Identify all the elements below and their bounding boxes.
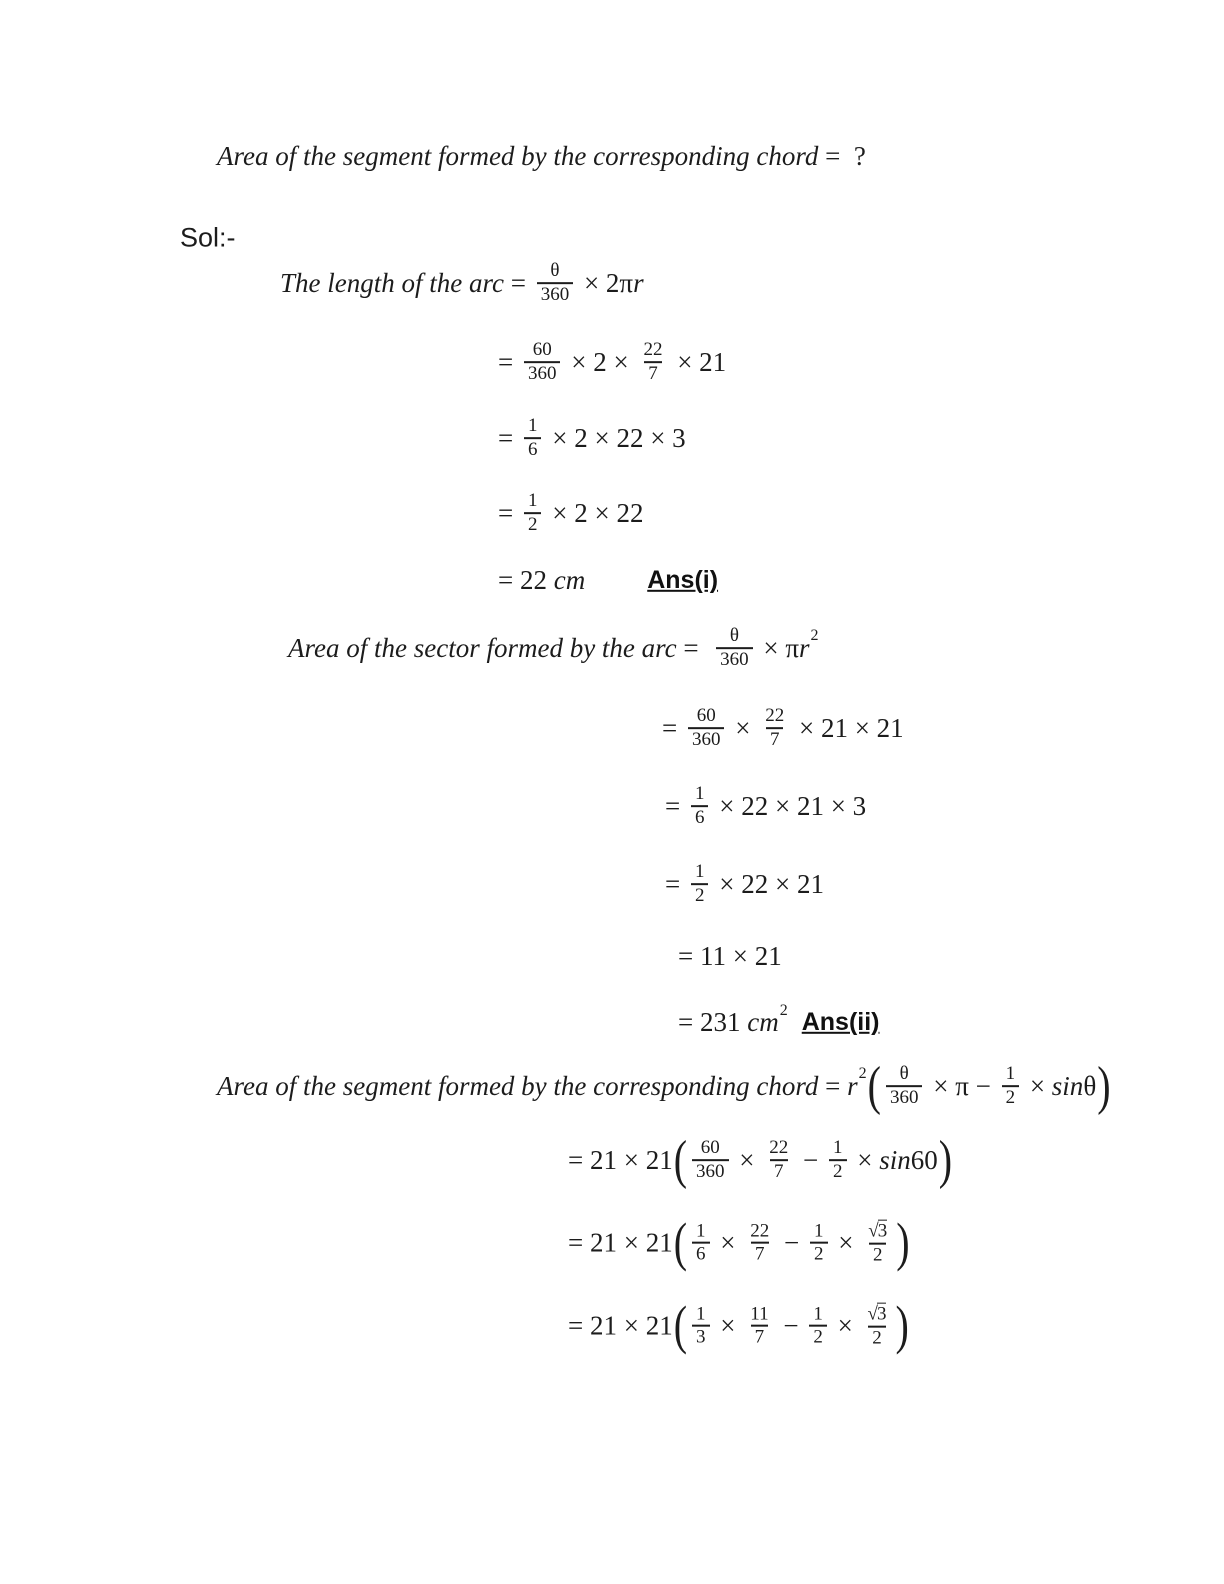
denominator: 360 xyxy=(716,647,753,671)
numerator: 11 xyxy=(750,1303,769,1325)
numerator: 1 xyxy=(1005,1063,1016,1085)
left-paren: ( xyxy=(673,1128,688,1190)
math-italic-text: sin xyxy=(879,1144,911,1175)
denominator: 6 xyxy=(692,1242,710,1266)
fraction xyxy=(639,339,666,385)
math-upright-text: × π xyxy=(756,632,799,663)
math-italic-text: Area of the sector formed by the arc xyxy=(288,632,677,663)
math-upright-text: = xyxy=(498,422,520,453)
math-italic-text: sin xyxy=(1051,1070,1084,1101)
segment-area-step-3 xyxy=(568,1294,910,1356)
fraction xyxy=(886,1063,923,1109)
math-upright-text: = xyxy=(498,497,520,528)
fraction xyxy=(746,1303,772,1349)
math-upright-text: × xyxy=(713,1310,743,1341)
math-upright-text: = xyxy=(503,267,533,298)
segment-area-formula-line xyxy=(217,1054,1112,1116)
denominator: 360 xyxy=(524,361,561,385)
fraction xyxy=(692,1137,729,1183)
fraction xyxy=(809,1303,827,1349)
math-upright-text: × 2 × 22 × 3 xyxy=(545,422,686,453)
right-paren: ) xyxy=(896,1211,910,1273)
denominator: 2 xyxy=(1002,1085,1020,1109)
math-italic-text: The length of the arc xyxy=(280,267,504,298)
denominator: 2 xyxy=(691,883,709,907)
numerator: 60 xyxy=(532,339,552,361)
left-paren: ( xyxy=(867,1054,881,1116)
fraction xyxy=(692,1220,710,1266)
math-upright-text: = 231 xyxy=(678,1006,748,1037)
fraction xyxy=(810,1220,828,1266)
denominator: 6 xyxy=(524,437,542,461)
math-upright-text: × xyxy=(732,1144,762,1175)
question-line xyxy=(217,140,866,172)
right-paren: ) xyxy=(895,1294,909,1356)
fraction xyxy=(864,1303,891,1350)
denominator: 360 xyxy=(692,1159,729,1183)
math-upright-text: = 21 × 21 xyxy=(568,1144,673,1175)
sector-area-step-2 xyxy=(665,783,866,829)
left-paren: ( xyxy=(673,1211,688,1273)
numerator: 1 xyxy=(527,490,538,512)
numerator: 1 xyxy=(694,783,705,805)
radical-icon: √ xyxy=(868,1220,879,1242)
sector-area-result-line xyxy=(678,1001,880,1038)
numerator: θ xyxy=(729,625,739,647)
answer-label: Ans(i) xyxy=(647,565,719,594)
numerator: 22 xyxy=(765,705,785,727)
fraction xyxy=(864,1220,891,1267)
math-italic-text: cm xyxy=(747,1006,779,1037)
radicand: 3 xyxy=(877,1220,888,1242)
math-upright-text: = xyxy=(665,868,687,899)
math-upright-text: = 21 × 21 xyxy=(568,1310,673,1341)
sector-area-formula-line xyxy=(288,625,819,671)
spacer xyxy=(788,1021,802,1022)
numerator: 60 xyxy=(700,1137,720,1159)
numerator: θ xyxy=(899,1063,909,1085)
math-upright-text: = 11 × 21 xyxy=(678,940,782,971)
fraction xyxy=(691,861,709,907)
math-upright-text: θ xyxy=(1083,1070,1097,1101)
arc-length-step-3 xyxy=(498,490,643,536)
answer-label: Ans(ii) xyxy=(801,1007,880,1036)
numerator: 1 xyxy=(696,1220,706,1242)
denominator: 2 xyxy=(809,1325,827,1349)
math-upright-text: − xyxy=(796,1144,826,1175)
fraction xyxy=(746,1220,773,1266)
denominator: 7 xyxy=(766,727,784,751)
numerator xyxy=(864,1303,891,1326)
math-upright-text: = 21 × 21 xyxy=(568,1227,673,1258)
arc-length-result-line xyxy=(498,564,718,596)
superscript: 2 xyxy=(858,1065,867,1083)
math-italic-text: r xyxy=(633,267,644,298)
denominator: 7 xyxy=(751,1242,769,1266)
denominator: 2 xyxy=(524,512,542,536)
left-paren: ( xyxy=(673,1294,688,1356)
numerator: 1 xyxy=(694,861,705,883)
numerator: 1 xyxy=(813,1303,823,1325)
fraction xyxy=(691,783,709,829)
math-upright-text: × xyxy=(830,1310,860,1341)
denominator: 360 xyxy=(537,282,574,306)
math-italic-text: Area of the segment formed by the corresponding chord xyxy=(217,1070,819,1101)
math-upright-text: 60 xyxy=(910,1144,938,1175)
arc-length-formula-line xyxy=(280,260,644,306)
fraction xyxy=(829,1137,847,1183)
segment-area-step-1 xyxy=(568,1128,953,1190)
denominator: 7 xyxy=(644,361,662,385)
math-italic-text: r xyxy=(847,1070,858,1101)
numerator xyxy=(864,1220,891,1243)
right-paren: ) xyxy=(1097,1054,1111,1116)
segment-area-step-2 xyxy=(568,1211,911,1273)
fraction xyxy=(688,705,725,751)
math-upright-text: = ? xyxy=(818,140,866,171)
sector-area-step-1 xyxy=(662,705,904,751)
right-paren: ) xyxy=(938,1128,953,1190)
denominator: 2 xyxy=(810,1242,828,1266)
spacer xyxy=(585,579,647,580)
denominator: 7 xyxy=(770,1159,788,1183)
fraction xyxy=(765,1137,792,1183)
denominator: 2 xyxy=(868,1326,886,1350)
math-upright-text: = 22 xyxy=(498,564,554,595)
math-upright-text: × π − xyxy=(926,1070,998,1101)
sector-area-step-4 xyxy=(678,940,782,972)
sol-label: Sol:- xyxy=(180,222,236,253)
math-upright-text: × 2 × xyxy=(564,346,636,377)
numerator: 60 xyxy=(696,705,716,727)
numerator: 1 xyxy=(833,1137,843,1159)
radicand: 3 xyxy=(876,1303,887,1325)
fraction xyxy=(1002,1063,1020,1109)
numerator: 22 xyxy=(769,1137,789,1159)
math-upright-text: = xyxy=(498,346,520,377)
math-upright-text: × 21 xyxy=(670,346,727,377)
math-upright-text: = xyxy=(818,1070,848,1101)
fraction xyxy=(524,339,561,385)
fraction xyxy=(761,705,788,751)
fraction xyxy=(524,490,542,536)
denominator: 360 xyxy=(688,727,725,751)
denominator: 2 xyxy=(829,1159,847,1183)
radical-icon: √ xyxy=(867,1303,878,1325)
math-upright-text: × xyxy=(1023,1070,1052,1101)
arc-length-step-1 xyxy=(498,339,726,385)
math-italic-text: Area of the segment formed by the corresponding chord xyxy=(217,140,819,171)
fraction xyxy=(524,415,542,461)
math-upright-text: × xyxy=(850,1144,880,1175)
superscript: 2 xyxy=(779,1001,788,1019)
fraction xyxy=(537,260,574,306)
math-upright-text: − xyxy=(777,1227,807,1258)
math-upright-text: − xyxy=(776,1310,806,1341)
math-upright-text: = xyxy=(662,712,684,743)
math-upright-text: × 22 × 21 × 3 xyxy=(712,790,867,821)
sector-area-step-3 xyxy=(665,861,824,907)
superscript: 2 xyxy=(810,627,819,645)
math-upright-text: × 2π xyxy=(577,267,634,298)
numerator: 22 xyxy=(750,1220,770,1242)
math-upright-text: × xyxy=(831,1227,861,1258)
denominator: 7 xyxy=(751,1325,769,1349)
arc-length-step-2 xyxy=(498,415,686,461)
math-upright-text: × 2 × 22 xyxy=(545,497,644,528)
numerator: 22 xyxy=(643,339,663,361)
numerator: 1 xyxy=(527,415,538,437)
numerator: 1 xyxy=(696,1303,706,1325)
fraction xyxy=(692,1303,710,1349)
math-italic-text: cm xyxy=(553,564,586,595)
math-italic-text: r xyxy=(799,632,810,663)
numerator: θ xyxy=(550,260,560,282)
denominator: 360 xyxy=(886,1085,923,1109)
math-upright-text: × 21 × 21 xyxy=(792,712,904,743)
math-upright-text: × 22 × 21 xyxy=(712,868,824,899)
math-upright-text: = xyxy=(665,790,687,821)
numerator: 1 xyxy=(814,1220,824,1242)
math-upright-text: = xyxy=(676,632,713,663)
fraction xyxy=(716,625,753,671)
denominator: 2 xyxy=(869,1243,887,1267)
math-upright-text: × xyxy=(728,712,758,743)
math-upright-text: × xyxy=(713,1227,743,1258)
denominator: 6 xyxy=(691,805,709,829)
denominator: 3 xyxy=(692,1325,710,1349)
